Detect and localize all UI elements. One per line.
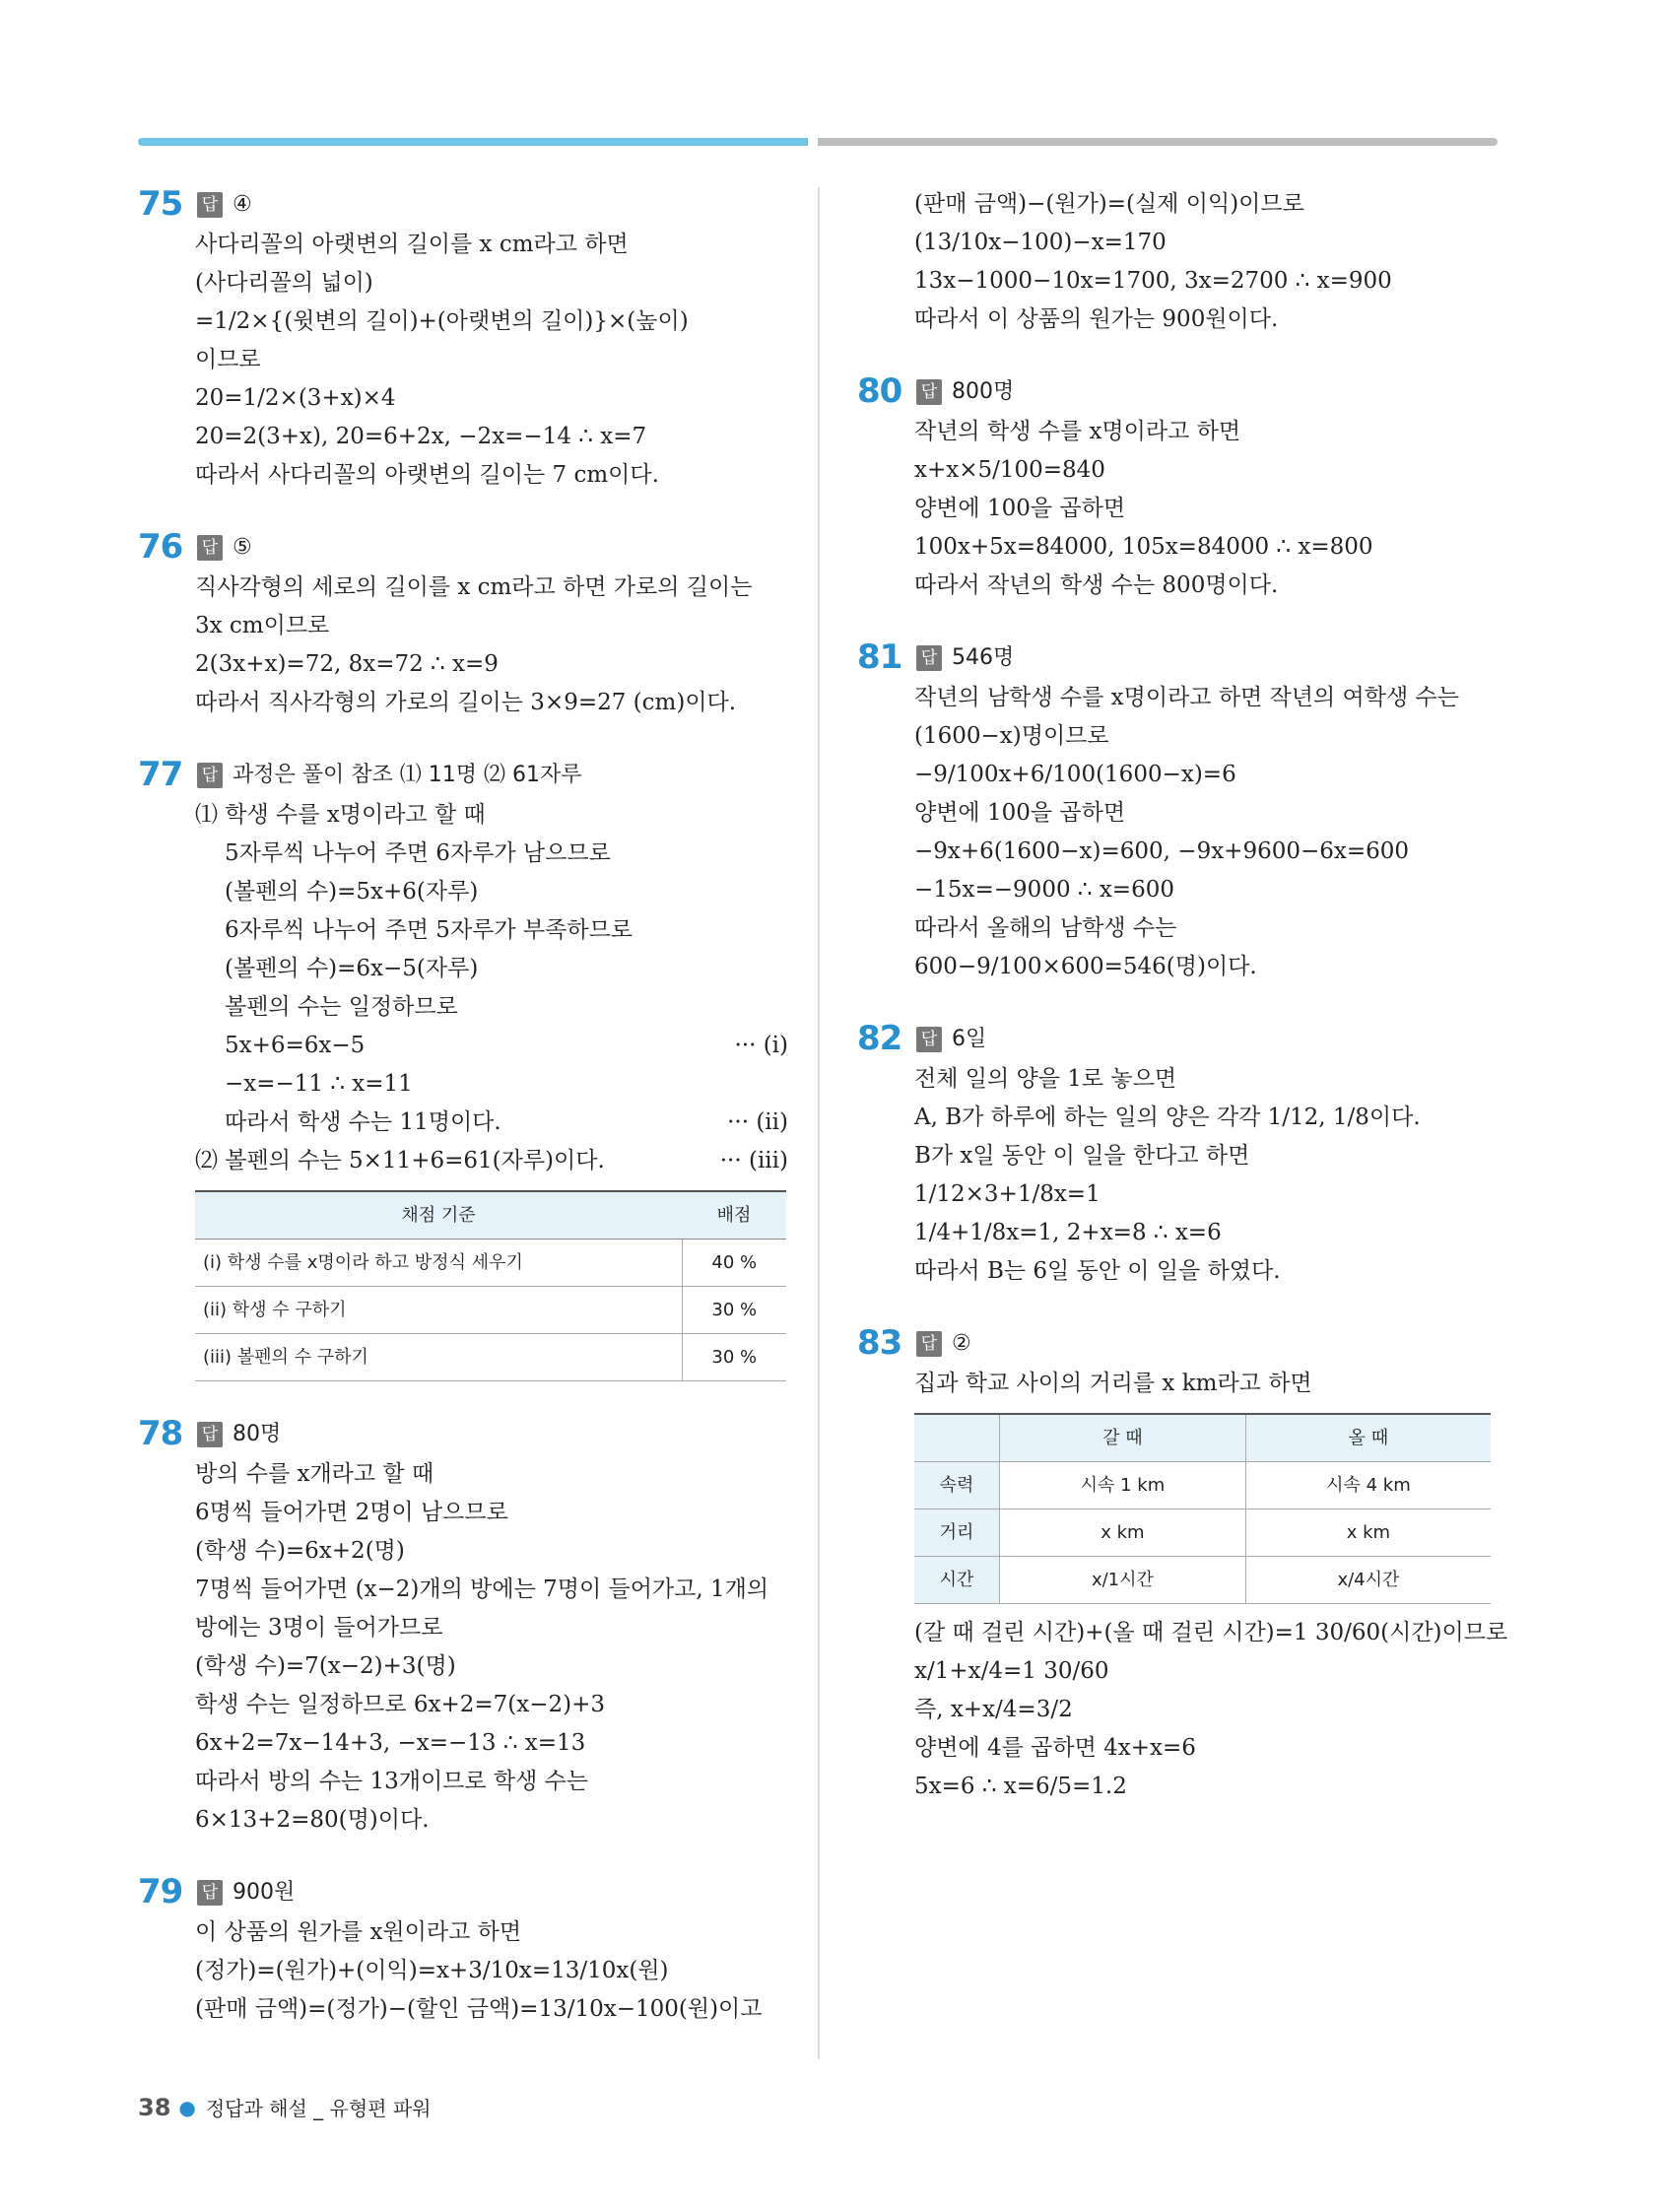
equation: 따라서 학생 수는 11명이다. xyxy=(225,1109,501,1135)
answer: ② xyxy=(952,1331,971,1356)
problem-75 xyxy=(138,185,788,495)
solution-line: −9/100x+6/100(1600−x)=6 xyxy=(914,762,1236,787)
solution-line: =1/2×{(윗변의 길이)+(아랫변의 길이)}×(높이) xyxy=(195,308,689,334)
answer: 800명 xyxy=(952,379,1015,404)
marked-line xyxy=(195,1065,788,1104)
solution-line: (갈 때 걸린 시간)+(올 때 걸린 시간)=1 30/60(시간)이므로 xyxy=(914,1620,1508,1645)
solution-line: 양변에 4를 곱하면 4x+x=6 xyxy=(914,1735,1196,1761)
problem-number: 82 xyxy=(857,1019,902,1058)
problem-77 xyxy=(138,756,788,1381)
problem-79 xyxy=(138,1873,788,2029)
answer: 546명 xyxy=(952,645,1015,670)
equation: −x=−11 ∴ x=11 xyxy=(225,1071,413,1097)
answer-badge: 답 xyxy=(197,192,223,218)
solution-line: x/1+x/4=1 30/60 xyxy=(914,1658,1109,1684)
solution-line: A, B가 하루에 하는 일의 양은 각각 1/12, 1/8이다. xyxy=(914,1105,1421,1130)
solution-line: (볼펜의 수)=6x−5(자루) xyxy=(225,956,479,981)
answer-badge: 답 xyxy=(916,645,942,671)
solution-line: 방의 수를 x개라고 할 때 xyxy=(195,1461,434,1487)
equation: ⑵ 볼펜의 수는 5×11+6=61(자루)이다. xyxy=(195,1148,605,1173)
top-rule-gray xyxy=(818,138,1498,146)
solution-line: 6×13+2=80(명)이다. xyxy=(195,1807,430,1833)
table-header: 올 때 xyxy=(1245,1414,1491,1462)
solution-line: 6자루씩 나누어 주면 5자루가 부족하므로 xyxy=(225,917,633,943)
problem-number: 78 xyxy=(138,1414,183,1453)
answer: 6일 xyxy=(952,1027,987,1051)
table-cell: x km xyxy=(1245,1509,1491,1557)
solution-line: 즉, x+x/4=3/2 xyxy=(914,1697,1073,1722)
page-footer xyxy=(138,2093,432,2121)
solution-line: (학생 수)=7(x−2)+3(명) xyxy=(195,1653,456,1679)
solution-line: 학생 수는 일정하므로 6x+2=7(x−2)+3 xyxy=(195,1692,606,1717)
step-marker: ··· (ii) xyxy=(727,1109,788,1135)
step-marker: ··· (i) xyxy=(734,1033,788,1058)
answer: ⑤ xyxy=(233,535,252,560)
solution-line: 방에는 3명이 들어가므로 xyxy=(195,1615,443,1641)
answer-badge: 답 xyxy=(197,1422,223,1447)
problem-79-continued xyxy=(857,185,1498,339)
solution-line: (볼펜의 수)=5x+6(자루) xyxy=(225,879,479,905)
solution-line: 볼펜의 수는 일정하므로 xyxy=(225,994,458,1020)
marked-line xyxy=(195,1142,788,1180)
top-rule-blue xyxy=(138,138,808,146)
bullet-icon: ● xyxy=(178,2095,196,2119)
problem-81 xyxy=(857,638,1498,986)
solution-line: 20=2(3+x), 20=6+2x, −2x=−14 ∴ x=7 xyxy=(195,424,647,449)
table-cell: 시간 xyxy=(914,1557,1000,1604)
table-cell: 시속 4 km xyxy=(1245,1462,1491,1509)
scoring-table xyxy=(195,1190,786,1381)
solution-line: 5x=6 ∴ x=6/5=1.2 xyxy=(914,1774,1127,1799)
solution-line: 20=1/2×(3+x)×4 xyxy=(195,385,396,411)
solution-line: 6명씩 들어가면 2명이 남으므로 xyxy=(195,1500,508,1525)
problem-number: 75 xyxy=(138,184,183,224)
solution-line: ⑴ 학생 수를 x명이라고 할 때 xyxy=(195,802,486,828)
answer-badge: 답 xyxy=(916,379,942,405)
table-cell: 시속 1 km xyxy=(1000,1462,1246,1509)
table-row xyxy=(195,1240,786,1287)
solution-line: 5자루씩 나누어 주면 6자루가 남으므로 xyxy=(225,840,611,866)
problem-78 xyxy=(138,1415,788,1840)
solution-line: 따라서 작년의 학생 수는 800명이다. xyxy=(914,572,1279,598)
solution-line: 사다리꼴의 아랫변의 길이를 x cm라고 하면 xyxy=(195,232,629,257)
solution-line: 따라서 B는 6일 동안 이 일을 하였다. xyxy=(914,1258,1281,1284)
solution-line: 이 상품의 원가를 x원이라고 하면 xyxy=(195,1919,522,1945)
column-divider xyxy=(818,187,820,2059)
answer: ④ xyxy=(233,192,252,217)
answer: 900원 xyxy=(233,1880,296,1905)
solution-line: 600−9/100×600=546(명)이다. xyxy=(914,954,1257,979)
table-cell: 30 % xyxy=(682,1334,786,1381)
solution-line: (1600−x)명이므로 xyxy=(914,723,1109,749)
solution-line: (판매 금액)=(정가)−(할인 금액)=13/10x−100(원)이고 xyxy=(195,1996,763,2022)
solution-line: (사다리꼴의 넓이) xyxy=(195,270,373,296)
table-cell: x/4시간 xyxy=(1245,1557,1491,1604)
problem-number: 79 xyxy=(138,1872,183,1911)
solution-line: 7명씩 들어가면 (x−2)개의 방에는 7명이 들어가고, 1개의 xyxy=(195,1576,769,1602)
table-cell: 속력 xyxy=(914,1462,1000,1509)
answer: 80명 xyxy=(233,1422,282,1446)
speed-table xyxy=(914,1413,1491,1604)
solution-line: −9x+6(1600−x)=600, −9x+9600−6x=600 xyxy=(914,838,1410,864)
solution-line: 이므로 xyxy=(195,347,261,372)
solution-line: 따라서 이 상품의 원가는 900원이다. xyxy=(914,306,1279,332)
table-row xyxy=(914,1462,1491,1509)
table-cell: 거리 xyxy=(914,1509,1000,1557)
solution-line: 따라서 사다리꼴의 아랫변의 길이는 7 cm이다. xyxy=(195,462,659,488)
step-marker: ··· (iii) xyxy=(719,1148,788,1173)
solution-line: x+x×5/100=840 xyxy=(914,457,1105,483)
solution-line: 양변에 100을 곱하면 xyxy=(914,800,1126,826)
solution-line: 작년의 남학생 수를 x명이라고 하면 작년의 여학생 수는 xyxy=(914,685,1459,710)
solution-line: −15x=−9000 ∴ x=600 xyxy=(914,877,1174,903)
solution-line: 13x−1000−10x=1700, 3x=2700 ∴ x=900 xyxy=(914,268,1392,294)
problem-76 xyxy=(138,528,788,722)
answer-badge: 답 xyxy=(916,1027,942,1052)
footer-title: 정답과 해설 _ 유형편 파워 xyxy=(205,2097,432,2120)
solution-line: 1/4+1/8x=1, 2+x=8 ∴ x=6 xyxy=(914,1220,1222,1245)
problem-82 xyxy=(857,1020,1498,1291)
equation: 5x+6=6x−5 xyxy=(225,1033,366,1058)
table-cell: x km xyxy=(1000,1509,1246,1557)
solution-line: 양변에 100을 곱하면 xyxy=(914,496,1126,521)
solution-line: 1/12×3+1/8x=1 xyxy=(914,1181,1101,1207)
table-header: 배점 xyxy=(682,1191,786,1240)
solution-line: 따라서 올해의 남학생 수는 xyxy=(914,915,1177,941)
solution-line: B가 x일 동안 이 일을 한다고 하면 xyxy=(914,1143,1250,1169)
solution-line: 3x cm이므로 xyxy=(195,613,330,638)
solution-line: 6x+2=7x−14+3, −x=−13 ∴ x=13 xyxy=(195,1730,586,1756)
answer-badge: 답 xyxy=(916,1331,942,1357)
table-cell: x/1시간 xyxy=(1000,1557,1246,1604)
table-header xyxy=(914,1414,1000,1462)
table-row xyxy=(195,1334,786,1381)
table-cell: (iii) 볼펜의 수 구하기 xyxy=(195,1334,682,1381)
marked-line xyxy=(195,1027,788,1065)
solution-line: 전체 일의 양을 1로 놓으면 xyxy=(914,1066,1177,1092)
solution-line: 작년의 학생 수를 x명이라고 하면 xyxy=(914,419,1241,444)
answer-badge: 답 xyxy=(197,1880,223,1906)
table-row xyxy=(914,1509,1491,1557)
problem-83 xyxy=(857,1323,1508,1806)
solution-line: 2(3x+x)=72, 8x=72 ∴ x=9 xyxy=(195,651,499,677)
solution-line: 100x+5x=84000, 105x=84000 ∴ x=800 xyxy=(914,534,1373,560)
solution-line: (판매 금액)−(원가)=(실제 이익)이므로 xyxy=(914,191,1304,217)
table-header: 채점 기준 xyxy=(195,1191,682,1240)
problem-number: 77 xyxy=(138,755,183,794)
solution-line: 직사각형의 세로의 길이를 x cm라고 하면 가로의 길이는 xyxy=(195,574,753,600)
solution-line: 집과 학교 사이의 거리를 x km라고 하면 xyxy=(914,1371,1312,1396)
answer: 과정은 풀이 참조 ⑴ 11명 ⑵ 61자루 xyxy=(233,763,582,787)
right-column xyxy=(857,185,1508,1840)
left-column xyxy=(138,185,788,2062)
answer-badge: 답 xyxy=(197,535,223,561)
problem-number: 80 xyxy=(857,371,902,411)
solution-line: (13/10x−100)−x=170 xyxy=(914,230,1167,255)
solution-line: (학생 수)=6x+2(명) xyxy=(195,1538,405,1564)
problem-number: 76 xyxy=(138,527,183,567)
page-number: 38 xyxy=(138,2093,171,2121)
problem-number: 81 xyxy=(857,637,902,677)
table-cell: 30 % xyxy=(682,1287,786,1334)
problem-80 xyxy=(857,372,1498,605)
marked-line xyxy=(195,1104,788,1142)
table-row xyxy=(914,1557,1491,1604)
table-row xyxy=(195,1287,786,1334)
table-cell: (i) 학생 수를 x명이라 하고 방정식 세우기 xyxy=(195,1240,682,1287)
solution-line: 따라서 직사각형의 가로의 길이는 3×9=27 (cm)이다. xyxy=(195,690,737,715)
solution-line: (정가)=(원가)+(이익)=x+3/10x=13/10x(원) xyxy=(195,1958,669,1983)
answer-badge: 답 xyxy=(197,763,223,788)
table-header: 갈 때 xyxy=(1000,1414,1246,1462)
table-cell: 40 % xyxy=(682,1240,786,1287)
table-cell: (ii) 학생 수 구하기 xyxy=(195,1287,682,1334)
problem-number: 83 xyxy=(857,1323,902,1363)
solution-line: 따라서 방의 수는 13개이므로 학생 수는 xyxy=(195,1769,589,1794)
